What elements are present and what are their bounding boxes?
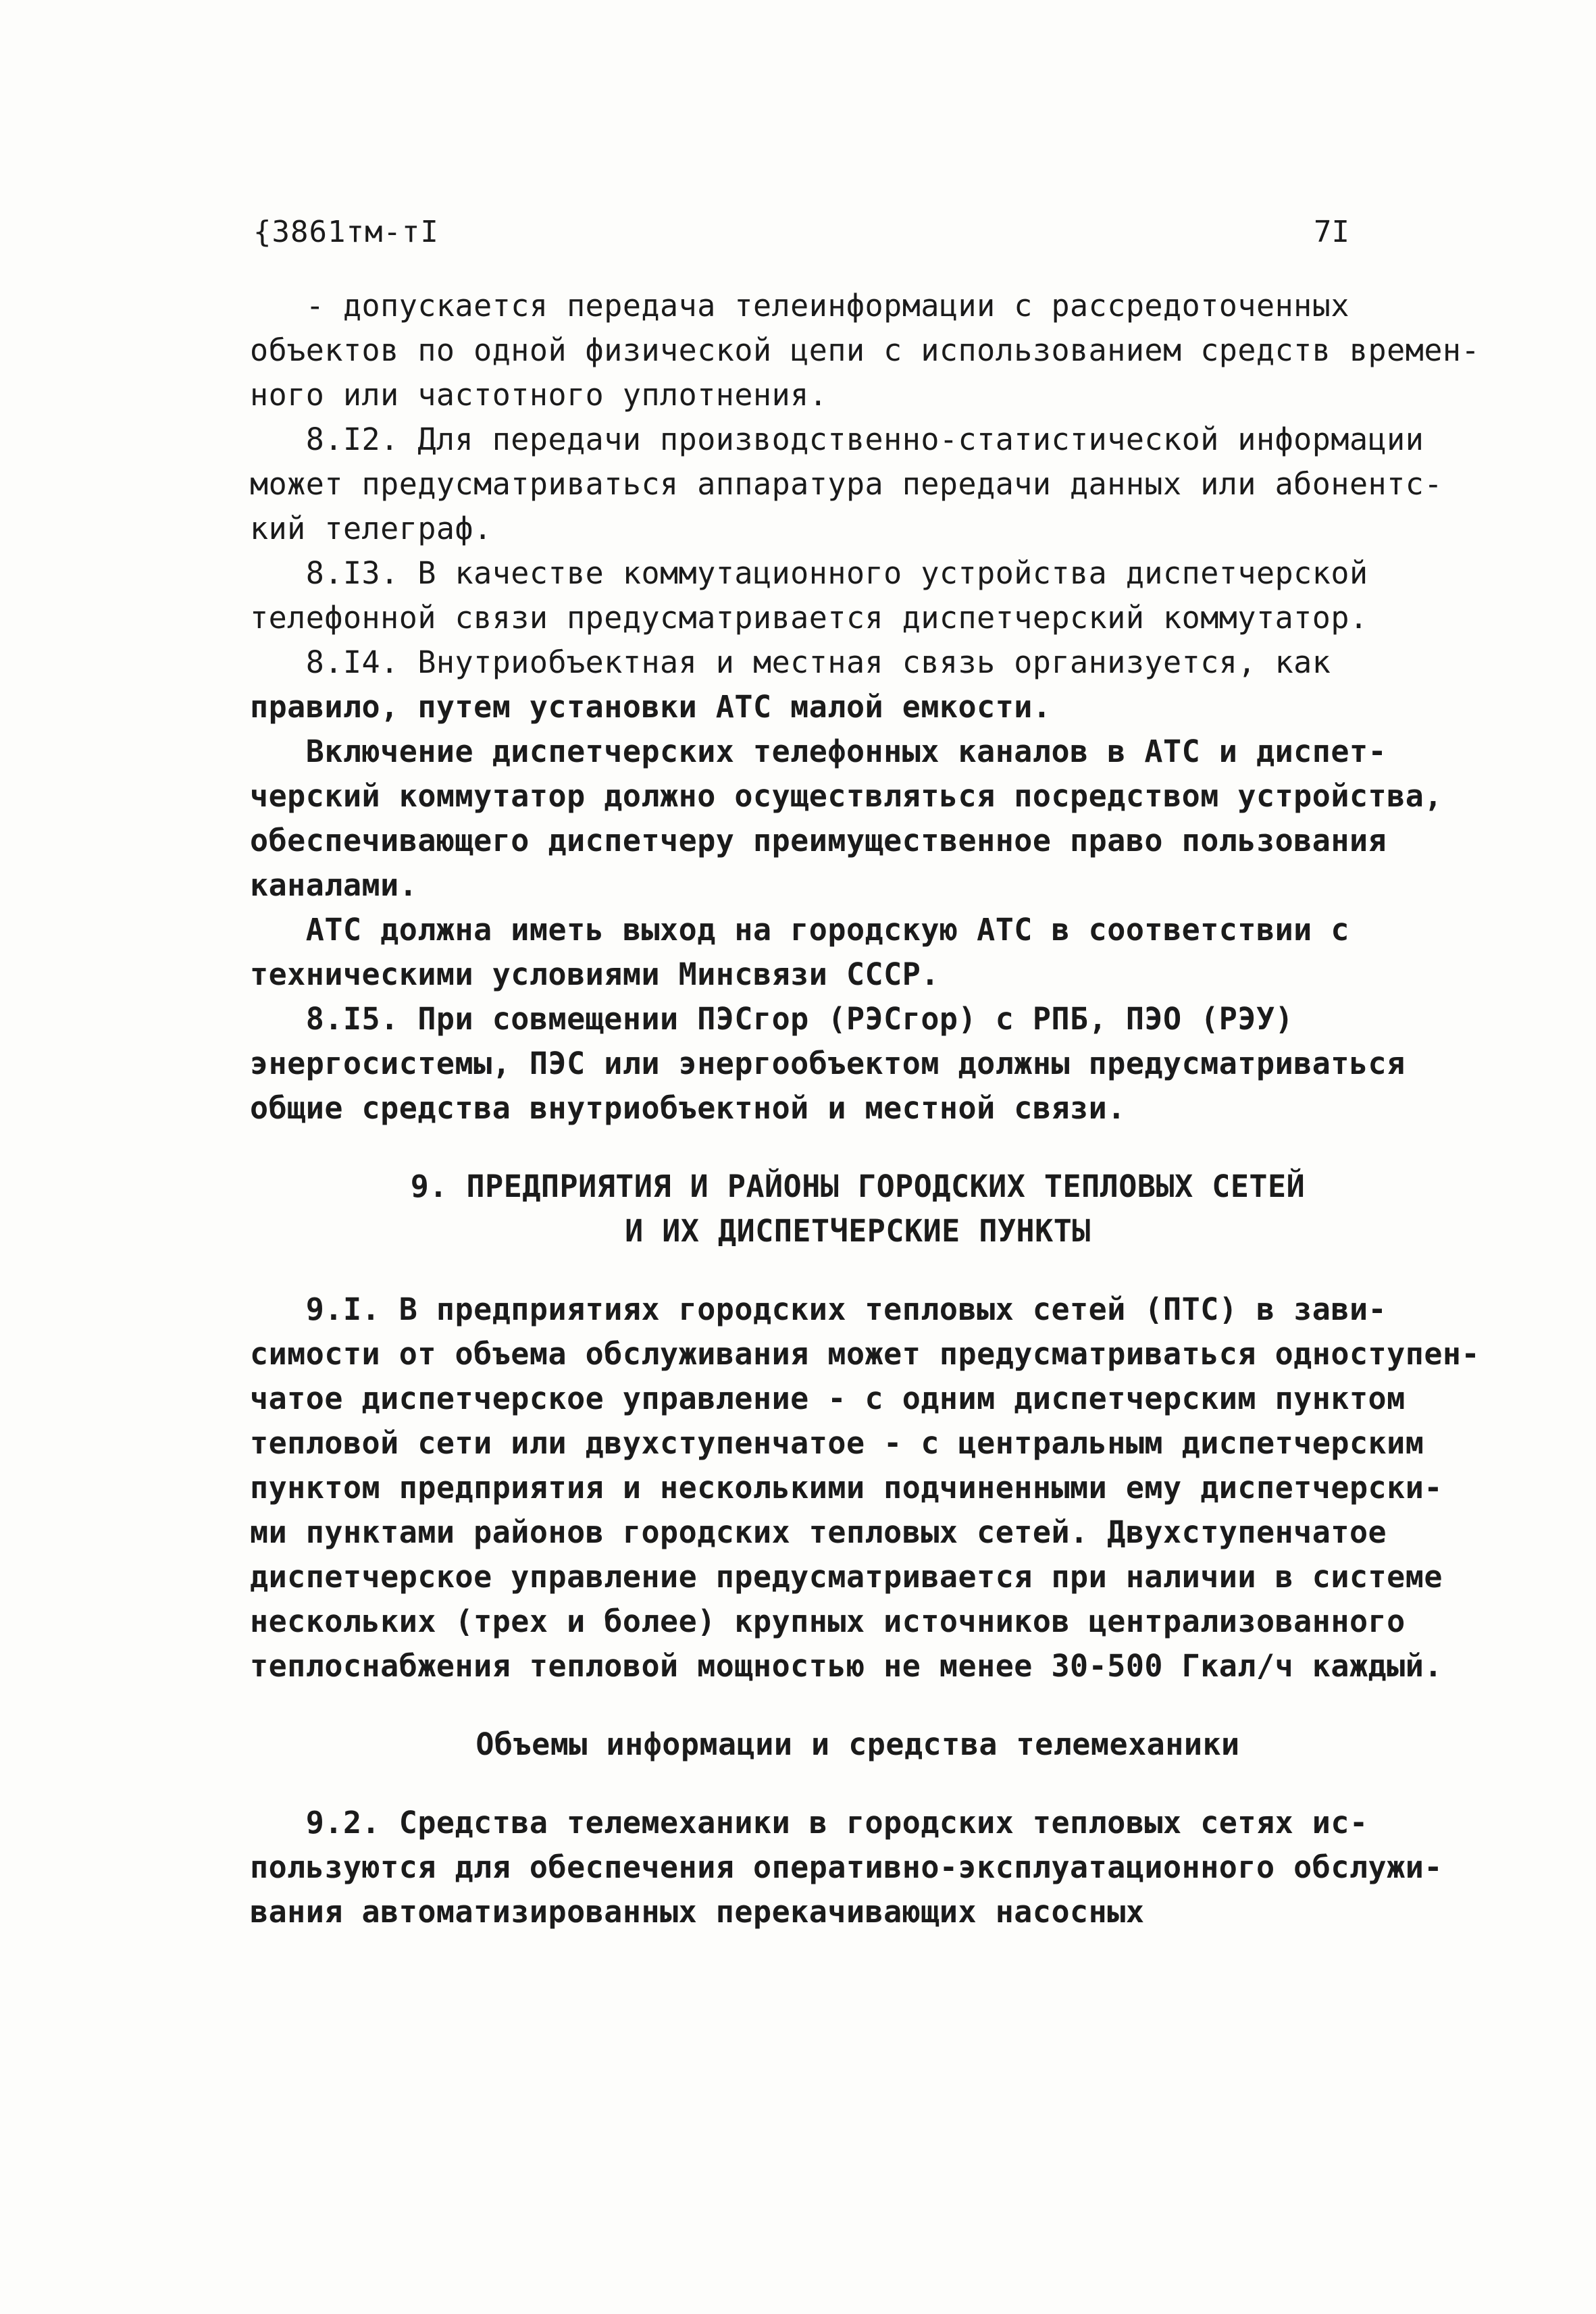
text-line: энергосистемы, ПЭС или энергообъектом должны предусматриваться	[250, 1046, 1406, 1081]
spacer	[250, 1689, 1466, 1722]
text-line: 8.I2. Для передачи производственно-статистической информации	[250, 421, 1424, 457]
text-line: пользуются для обеспечения оперативно-эксплуатационного обслужи-	[250, 1849, 1443, 1885]
page-number: 7I	[1314, 215, 1349, 249]
text-line: тепловой сети или двухступенчатое - с центральным диспетчерским	[250, 1425, 1424, 1461]
text-line: Включение диспетчерских телефонных каналов в АТС и диспет-	[250, 734, 1387, 769]
text-line: техническими условиями Минсвязи СССР.	[250, 956, 939, 992]
text-line: чатое диспетчерское управление - с одним диспетчерским пунктом	[250, 1381, 1406, 1416]
text-line: ного или частотного уплотнения.	[250, 377, 828, 413]
spacer	[250, 1131, 1466, 1164]
text-line: 8.I5. При совмещении ПЭСгор (РЭСгор) с РПБ, ПЭО (РЭУ)	[250, 1001, 1294, 1037]
text-line: 9.2. Средства телемеханики в городских тепловых сетях ис-	[250, 1805, 1368, 1841]
spacer	[250, 1767, 1466, 1801]
spacer	[250, 1254, 1466, 1287]
section-heading-line-2: И ИХ ДИСПЕТЧЕРСКИЕ ПУНКТЫ	[625, 1213, 1091, 1249]
text-line: теплоснабжения тепловой мощностью не менее 30-500 Гкал/ч каждый.	[250, 1648, 1443, 1684]
text-line: объектов по одной физической цепи с использованием средств времен-	[250, 332, 1481, 368]
text-line: может предусматриваться аппаратура передачи данных или абонентс-	[250, 466, 1443, 502]
text-line: 8.I3. В качестве коммутационного устройства диспетчерской	[250, 555, 1368, 591]
text-line: нескольких (трех и более) крупных источников централизованного	[250, 1603, 1406, 1639]
text-line: диспетчерское управление предусматривается при наличии в системе	[250, 1559, 1443, 1595]
text-line: - допускается передача телеинформации с рассредоточенных	[250, 288, 1349, 324]
text-line: вания автоматизированных перекачивающих насосных	[250, 1894, 1145, 1930]
text-line: симости от объема обслуживания может предусматриваться одноступен-	[250, 1336, 1481, 1372]
text-line: пунктом предприятия и несколькими подчиненными ему диспетчерски-	[250, 1470, 1443, 1506]
text-line: ми пунктами районов городских тепловых сетей. Двухступенчатое	[250, 1514, 1387, 1550]
text-line: 9.I. В предприятиях городских тепловых сетей (ПТС) в зави-	[250, 1291, 1387, 1327]
text-line: общие средства внутриобъектной и местной связи.	[250, 1090, 1126, 1126]
text-line: правило, путем установки АТС малой емкости.	[250, 689, 1052, 725]
text-line: обеспечивающего диспетчеру преимущественное право пользования	[250, 823, 1387, 858]
body-text	[250, 284, 1481, 1934]
text-line: АТС должна иметь выход на городскую АТС в соответствии с	[250, 912, 1349, 948]
subsection-heading: Объемы информации и средства телемеханики	[475, 1726, 1240, 1762]
text-line: черский коммутатор должно осуществляться посредством устройства,	[250, 778, 1443, 814]
text-line: каналами.	[250, 867, 418, 903]
section-heading-line-1: 9. ПРЕДПРИЯТИЯ И РАЙОНЫ ГОРОДСКИХ ТЕПЛОВЫХ СЕТЕЙ	[410, 1168, 1306, 1204]
text-line: телефонной связи предусматривается диспетчерский коммутатор.	[250, 600, 1368, 636]
text-line: кий телеграф.	[250, 511, 492, 546]
text-line: 8.I4. Внутриобъектная и местная связь организуется, как	[250, 644, 1331, 680]
document-code: {3861тм-тI	[253, 215, 439, 249]
